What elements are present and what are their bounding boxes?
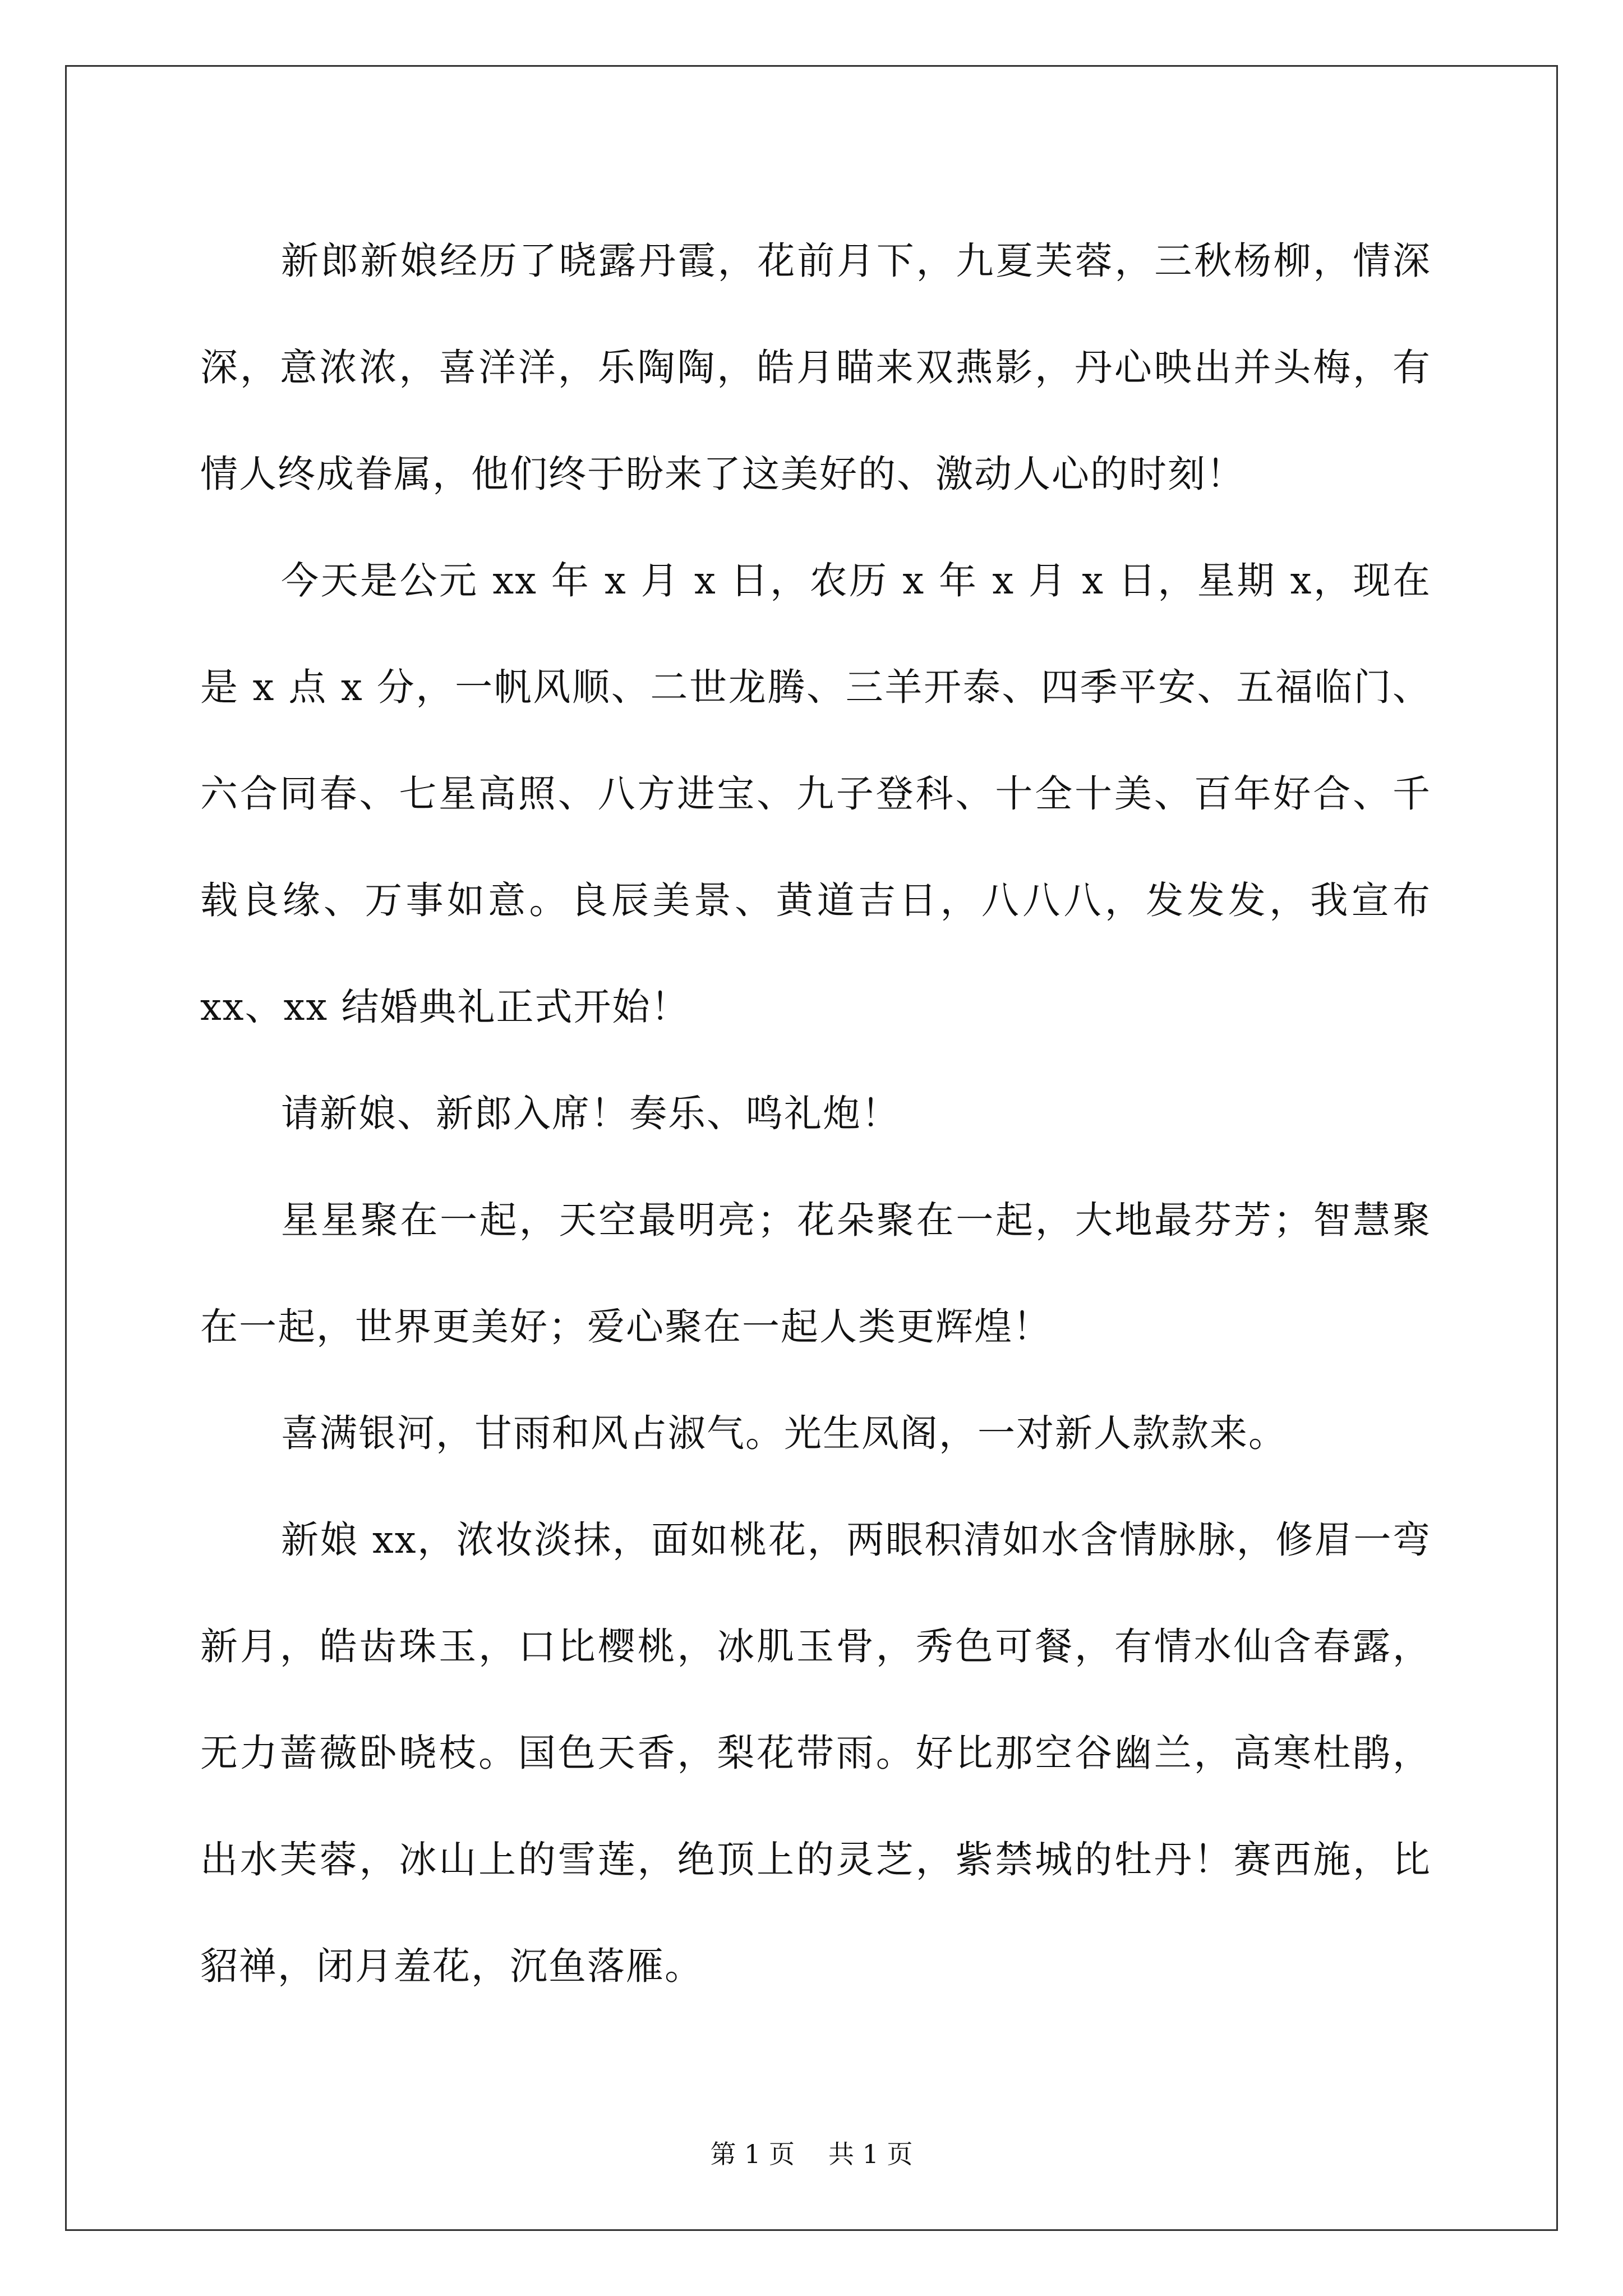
paragraph-5: 喜满银河，甘雨和风占淑气。光生凤阁，一对新人款款来。 <box>281 1411 1287 1455</box>
paragraph-6: 新娘 xx，浓妆淡抹，面如桃花，两眼积清如水含情脉脉，修眉一弯新月，皓齿珠玉，口比樱桃，冰肌玉骨，秀色可餐，有情水仙含春露，无力蔷薇卧晓枝。国色天香，梨花带雨。好比那空谷幽兰，高寒杜鹃，出水芙蓉，冰山上的雪莲，绝顶上的灵芝，紫禁城的牡丹！赛西施，比貂禅，闭月羞花，沉鱼落雁。 <box>200 1518 1431 1988</box>
page-number: 第 1 页 <box>710 2139 795 2169</box>
paragraph-2: 今天是公元 xx 年 x 月 x 日，农历 x 年 x 月 x 日，星期 x，现在是 x 点 x 分，一帆风顺、二世龙腾、三羊开泰、四季平安、五福临门、六合同春、七星高照、八方进宝、九子登科、十全十美、百年好合、千载良缘、万事如意。良辰美景、黄道吉日，八八八，发发发，我宣布 xx、xx 结婚典礼正式开始！ <box>200 559 1431 1029</box>
paragraph-1: 新郎新娘经历了晓露丹霞，花前月下，九夏芙蓉，三秋杨柳，情深深，意浓浓，喜洋洋，乐陶陶，皓月瞄来双燕影，丹心映出并头梅，有情人终成眷属，他们终于盼来了这美好的、激动人心的时刻！ <box>200 239 1431 496</box>
page-footer <box>0 2137 1623 2171</box>
document-body <box>200 208 1431 2019</box>
page-total: 共 1 页 <box>828 2139 913 2169</box>
paragraph-3: 请新娘、新郎入席！奏乐、鸣礼炮！ <box>281 1092 900 1135</box>
paragraph-4: 星星聚在一起，天空最明亮；花朵聚在一起，大地最芬芳；智慧聚在一起，世界更美好；爱心聚在一起人类更辉煌！ <box>200 1198 1431 1349</box>
